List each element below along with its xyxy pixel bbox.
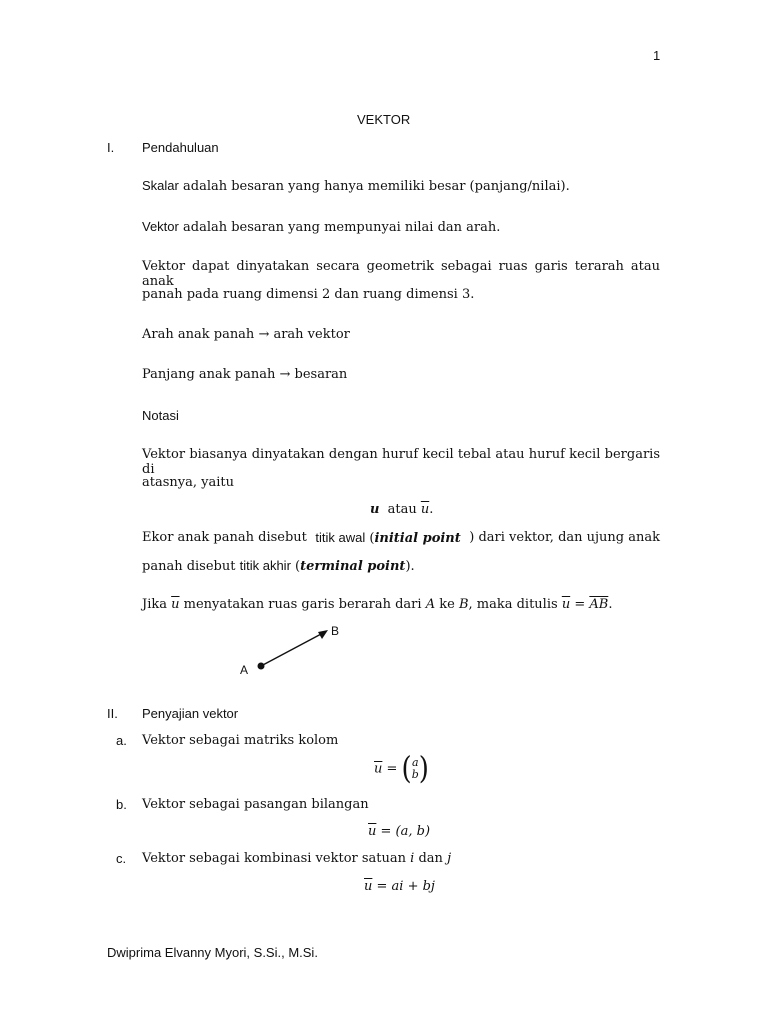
section-1-heading: Pendahuluan: [142, 140, 219, 155]
equation-column-matrix: $\overline{u} = (a$ b): [374, 751, 429, 787]
arah-line: Arah anak panah → arah vektor: [142, 327, 350, 342]
section-2-heading: Penyajian vektor: [142, 706, 239, 721]
vector-arrow-diagram: [230, 620, 360, 680]
vector-arrow-line: [261, 633, 323, 666]
terminal-point-term: terminal point: [300, 559, 406, 574]
ekor-line-1-end: ) dari vektor, dan ujung anak: [469, 530, 660, 545]
vector-tail-point: [258, 663, 265, 670]
item-b-text: Vektor sebagai pasangan bilangan: [142, 797, 369, 812]
bar-u-symbol: $\overline{u}$: [420, 502, 430, 517]
ekor-paragraph-line-1: Ekor anak panah disebut titik awal (initial point ) dari vektor, dan ujung anak: [142, 530, 660, 546]
item-c-text: Vektor sebagai kombinasi vektor satuan i dan j: [142, 851, 452, 866]
skalar-definition: [142, 178, 570, 194]
atau-text: atau: [387, 502, 417, 517]
ekor-paragraph-line-2: panah disebut titik akhir (terminal point).: [142, 558, 415, 574]
equation-unit-vectors: $\overline{u}$ = ai + bj: [364, 879, 435, 894]
page-title: VEKTOR: [357, 112, 411, 127]
notation-example: u atau $\overline{u}$.: [370, 502, 434, 517]
footer-author: Dwiprima Elvanny Myori, S.Si., M.Si.: [107, 945, 318, 960]
section-1-numeral: I.: [107, 140, 115, 155]
notasi-heading: Notasi: [142, 408, 179, 423]
item-a-text: Vektor sebagai matriks kolom: [142, 733, 339, 748]
panjang-line: Panjang anak panah → besaran: [142, 367, 348, 382]
point-b-label: B: [331, 624, 340, 638]
notasi-paragraph-line-1: Vektor biasanya dinyatakan dengan huruf kecil tebal atau huruf kecil bergaris di: [142, 447, 660, 477]
titik-akhir-term: titik akhir: [239, 558, 291, 573]
section-2-numeral: II.: [107, 706, 118, 721]
item-b-letter: b.: [116, 797, 127, 812]
geometric-paragraph-line-2: panah pada ruang dimensi 2 dan ruang dimensi 3.: [142, 287, 475, 302]
item-a-letter: a.: [116, 733, 127, 748]
equation-pair: $\overline{u} = (a$, b): [368, 824, 431, 839]
notasi-paragraph-line-2: atasnya, yaitu: [142, 475, 234, 490]
initial-point-term: initial point: [374, 531, 461, 546]
page-number: 1: [653, 48, 661, 63]
ab-vector: $\overline{AB}$: [589, 597, 609, 612]
bold-u-symbol: u: [370, 502, 380, 517]
titik-awal-term: titik awal: [315, 530, 366, 545]
vector-arrowhead: [318, 630, 328, 639]
geometric-paragraph-line-1: Vektor dapat dinyatakan secara geometrik sebagai ruas garis terarah atau anak: [142, 259, 660, 289]
ekor-line-1-start: Ekor anak panah disebut: [142, 530, 307, 545]
vektor-term: Vektor: [142, 219, 179, 234]
jika-line: Jika $\overline{u}$ menyatakan ruas garis berarah dari A ke B, maka ditulis $\overline{u} = \overline{AB}$.: [142, 597, 613, 612]
vektor-text: adalah besaran yang mempunyai nilai dan arah.: [183, 220, 501, 235]
item-c-letter: c.: [116, 851, 127, 866]
vektor-definition: [142, 219, 500, 235]
skalar-term: Skalar: [142, 178, 179, 193]
point-a-label: A: [240, 663, 249, 677]
skalar-text: adalah besaran yang hanya memiliki besar (panjang/nilai).: [183, 179, 570, 194]
